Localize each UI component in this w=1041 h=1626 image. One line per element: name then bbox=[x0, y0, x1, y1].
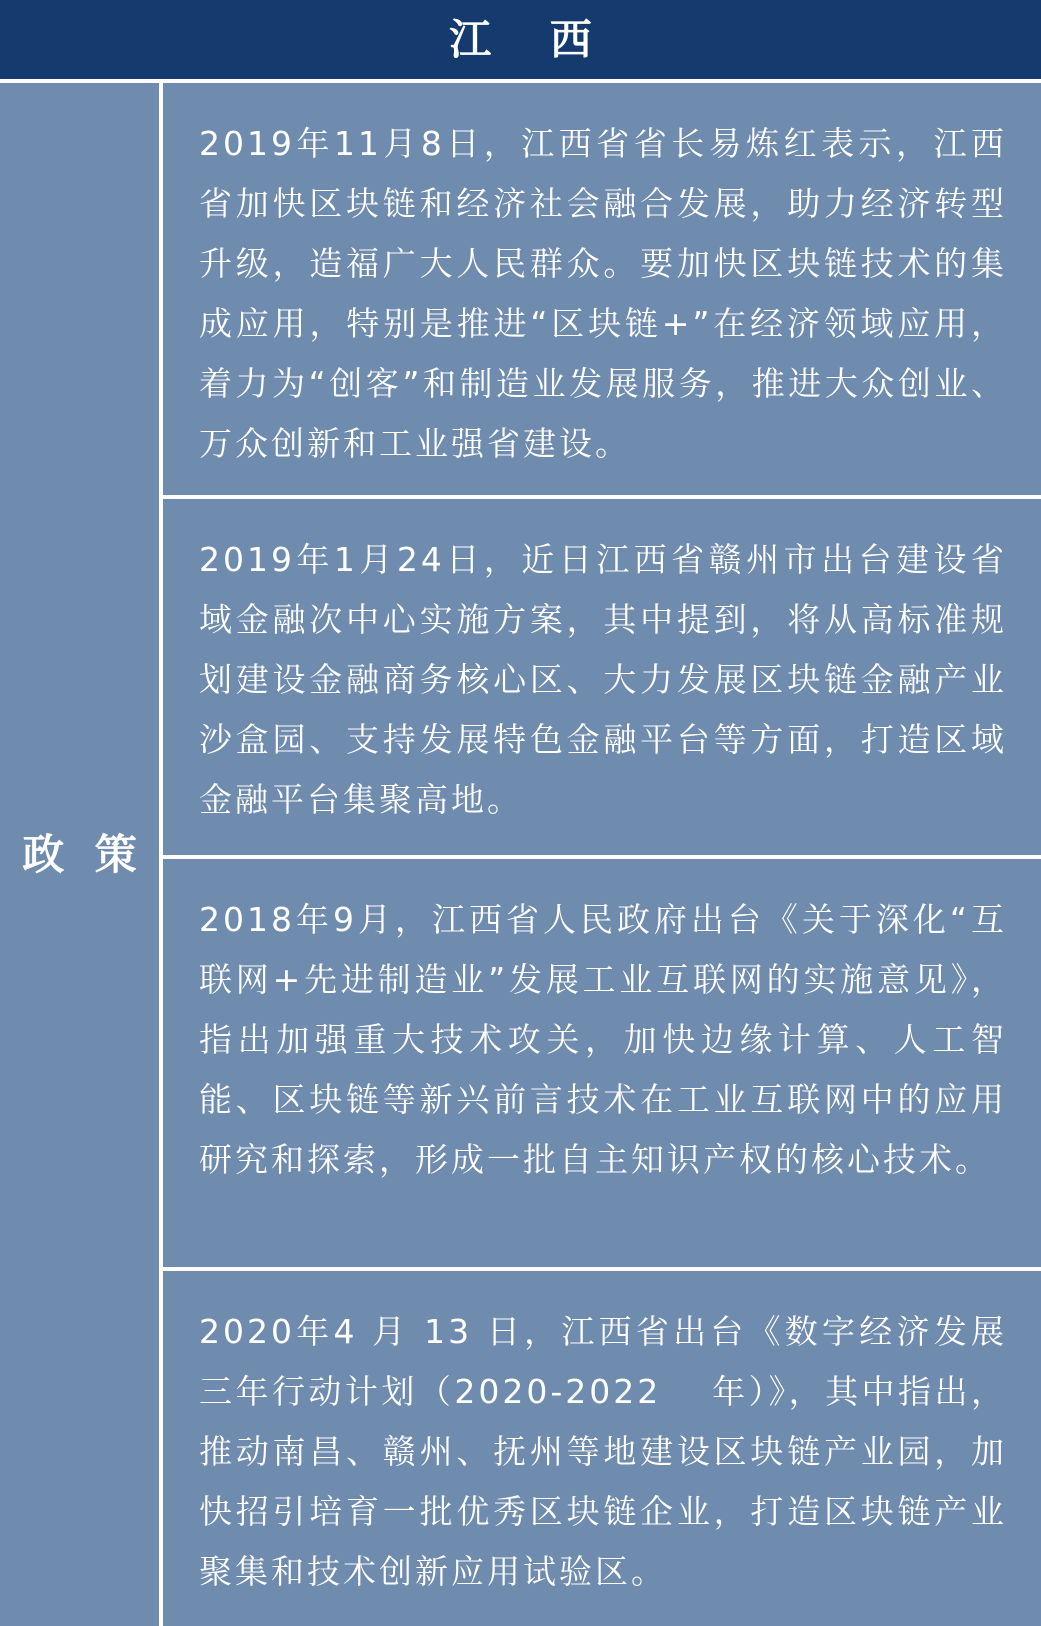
policy-entry-text: 2018年9月，江西省人民政府出台《关于深化“互联网+先进制造业”发展工业互联网的实施意见》，指出加强重大技术攻关，加快边缘计算、人工智能、区块链等新兴前言技术在工业互联网中的应用研究和探索，形成一批自主知识产权的核心技术。 bbox=[199, 900, 1007, 1179]
policy-entry-3 bbox=[163, 859, 1041, 1267]
policy-entry-text: 2019年11月8日，江西省省长易炼红表示，江西省加快区块链和经济社会融合发展，助力经济转型升级，造福广大人民群众。要加快区块链技术的集成应用，特别是推进“区块链+”在经济领域应用，着力为“创客”和制造业发展服务，推进大众创业、万众创新和工业强省建设。 bbox=[199, 124, 1007, 463]
policy-entry-text: 2020年4 月 13 日，江西省出台《数字经济发展三年行动计划（2020-2022 年）》，其中指出，推动南昌、赣州、抚州等地建设区块链产业园，加快招引培育一批优秀区块链企业，打造区块链产业聚集和技术创新应用试验区。 bbox=[199, 1312, 1007, 1591]
policy-entry-text: 2019年1月24日，近日江西省赣州市出台建设省域金融次中心实施方案，其中提到，将从高标准规划建设金融商务核心区、大力发展区块链金融产业沙盒园、支持发展特色金融平台等方面，打造区域金融平台集聚高地。 bbox=[199, 540, 1007, 819]
policy-entry-1 bbox=[163, 83, 1041, 495]
province-title: 江 西 bbox=[449, 14, 614, 64]
policy-entry-4 bbox=[163, 1271, 1041, 1626]
policy-entry-2 bbox=[163, 499, 1041, 855]
province-header bbox=[0, 0, 1041, 79]
row-label-cell bbox=[0, 83, 159, 1626]
row-label-policy: 政 策 bbox=[22, 829, 145, 879]
